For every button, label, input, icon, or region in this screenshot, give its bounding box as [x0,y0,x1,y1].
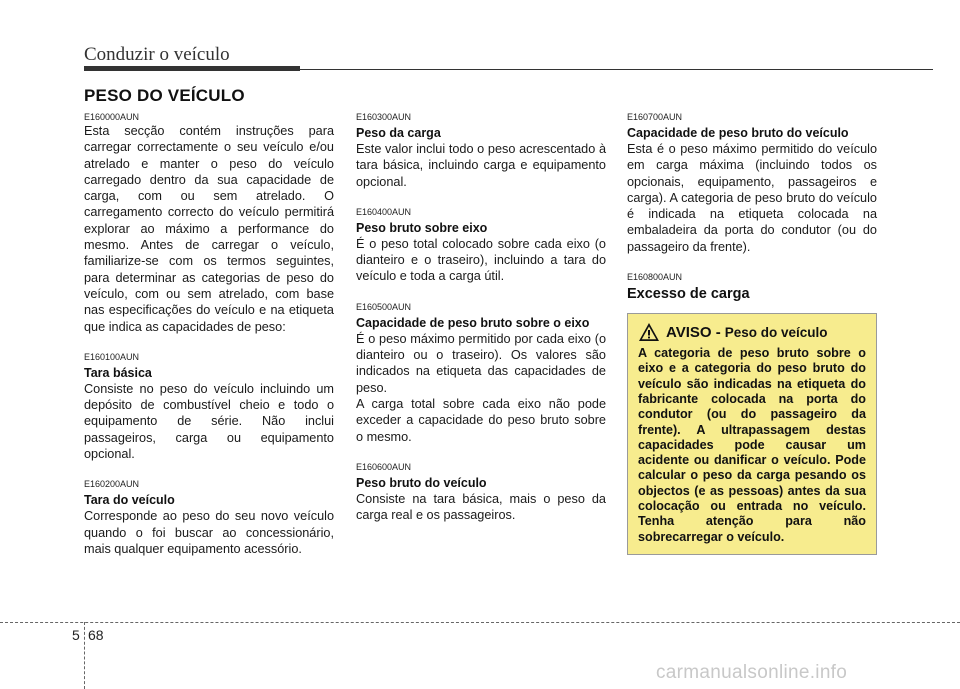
paragraph-peso-bruto: Consiste na tara básica, mais o peso da carga real e os passageiros. [356,491,606,523]
footer-dashed-rule [0,622,960,623]
ref-code: E160600AUN [356,461,412,472]
subheading-tara-veiculo: Tara do veículo [84,493,175,508]
warning-header [638,322,866,342]
paragraph-capacidade-eixo-2: A carga total sobre cada eixo não pode exceder a capacidade do peso bruto sobre o mesmo. [356,396,606,444]
column-1 [84,111,334,557]
header-rule-thin [300,69,933,70]
warning-subtitle: Peso do veículo [724,324,828,340]
subheading-capacidade-veiculo: Capacidade de peso bruto do veículo [627,126,849,140]
paragraph-tara-veiculo: Corresponde ao peso do seu novo veículo quando o foi buscar ao concessionário, mais qualquer equipamento acessório. [84,509,334,556]
ref-code: E160700AUN [627,112,683,122]
header-rule-thick [84,66,300,71]
ref-code: E160000AUN [84,112,140,122]
ref-code: E160300AUN [356,112,412,122]
paragraph-peso-eixo: É o peso total colocado sobre cada eixo (o dianteiro e o traseiro), incluindo a tara do veículo e toda a carga útil. [356,236,606,284]
ref-code: E160500AUN [356,301,412,312]
intro-paragraph: Esta secção contém instruções para carregar correctamente o seu veículo e/ou atrelado e manter o peso do veículo carregado dentro da sua capacidade de carga, com ou sem atrelado. O carregamento correcto do veículo permitirá explorar ao máximo a performance do mesmo. Antes de carregar o veículo, familiarize-se com os termos seguintes, para determinar as categorias de peso do veículo, com ou sem atrelado, com base nas especificações do veículo e na etiqueta que indica as capacidades de peso: [84,124,334,334]
subheading-peso-carga: Peso da carga [356,126,441,140]
subheading-capacidade-eixo: Capacidade de peso bruto sobre o eixo [356,315,590,330]
subheading-excesso-carga: Excesso de carga [627,286,750,303]
chapter-title: Conduzir o veículo [84,44,230,65]
paragraph-capacidade-veiculo: Esta é o peso máximo permitido do veículo em carga máxima (incluindo todos os opcionais, equipamento, passageiros e carga). A categoria de peso bruto do veículo é indicada na etiqueta colocada na embaladeira da porta do condutor (ou do passageiro da frente). [627,142,877,254]
watermark: carmanualsonline.info [656,662,848,683]
ref-code: E160200AUN [84,479,140,490]
paragraph-peso-carga: Este valor inclui todo o peso acrescentado à tara básica, incluindo carga e equipamento opcional. [356,142,606,189]
footer-dashed-divider [84,622,85,689]
column-2 [356,111,606,523]
warning-label: AVISO - [666,323,721,341]
paragraph-tara-basica: Consiste no peso do veículo incluindo um depósito de combustível cheio e todo o equipamento de série. Não inclui passageiros, carga ou equipamento opcional. [84,381,334,462]
paragraph-capacidade-eixo-1: É o peso máximo permitido por cada eixo (o dianteiro ou o traseiro). Os valores são indicados na etiqueta das capacidades de peso. [356,331,606,395]
subheading-tara-basica: Tara básica [84,365,152,380]
subheading-peso-eixo: Peso bruto sobre eixo [356,220,488,235]
page-number: 68 [88,627,104,643]
section-number: 5 [72,627,80,643]
column-3 [627,111,877,555]
section-title: PESO DO VEÍCULO [84,86,245,105]
warning-triangle-icon [638,322,660,342]
warning-text: A categoria de peso bruto sobre o eixo e a categoria do peso bruto do veículo são indicadas na etiqueta do fabricante colocada na porta do condutor (ou do passageiro da frente). A ultrapassagem destas capacidades pode causar um acidente ou danificar o veículo. Pode calcular o peso da carga pesando os objectos (e as pessoas) antes da sua colocação ou entrada no veículo. Tenha atenção para não sobrecarregar o veículo. [638,346,866,544]
ref-code: E160400AUN [356,206,412,217]
ref-code: E160100AUN [84,351,140,362]
subheading-peso-bruto: Peso bruto do veículo [356,475,487,490]
ref-code: E160800AUN [627,272,683,283]
warning-box [627,313,877,555]
